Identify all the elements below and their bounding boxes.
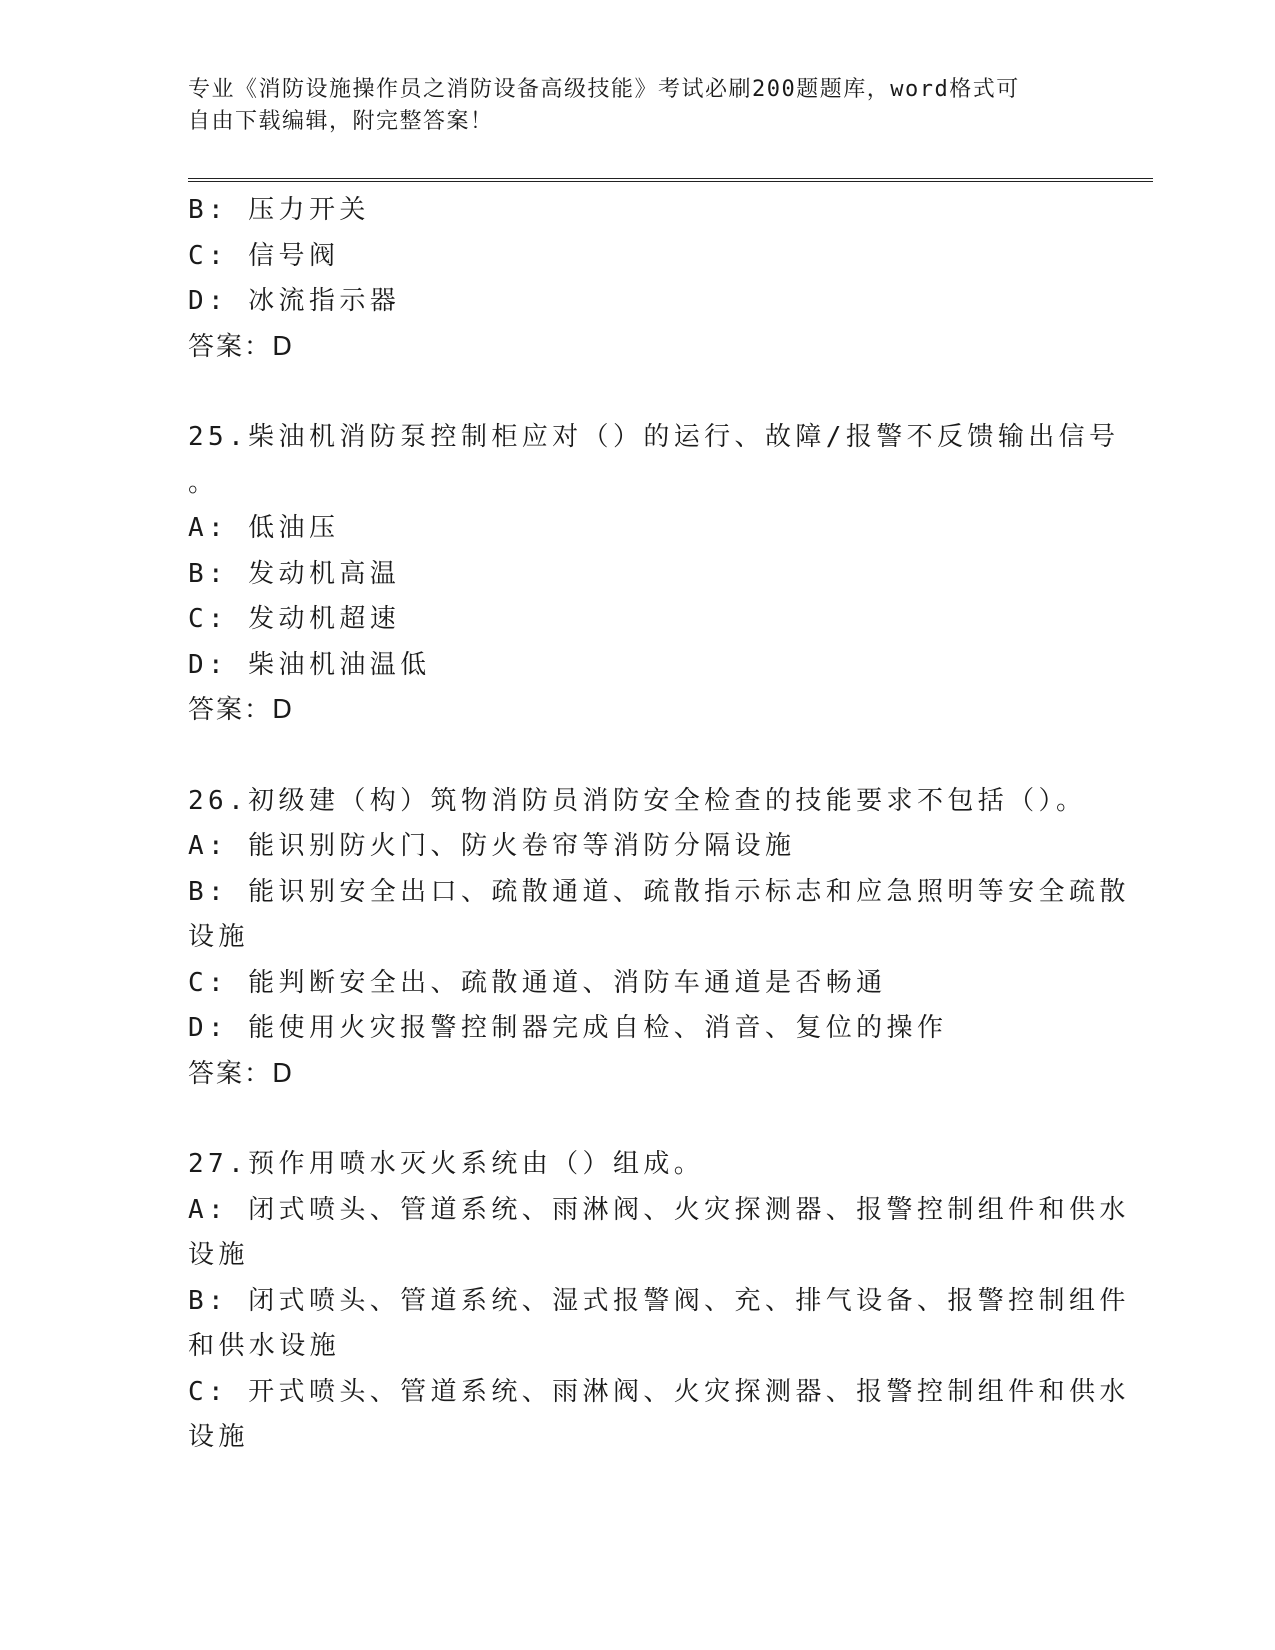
q27-option-b-line-2: 和供水设施 <box>188 1331 341 1361</box>
q26-option-a: A: 能识别防火门、防火卷帘等消防分隔设施 <box>188 831 796 861</box>
header-line-1: 专业《消防设施操作员之消防设备高级技能》考试必刷200题题库，word格式可 <box>188 77 1020 102</box>
header-line-2: 自由下载编辑，附完整答案！ <box>188 109 494 134</box>
spacer <box>188 734 1088 779</box>
q26-option-b-line-2: 设施 <box>188 922 249 952</box>
q27-option-c-line-2: 设施 <box>188 1422 249 1452</box>
prev-option-d: D: 冰流指示器 <box>188 286 401 316</box>
document-header <box>188 74 1068 138</box>
header-divider <box>188 178 1153 182</box>
q25-option-a: A: 低油压 <box>188 513 340 543</box>
spacer <box>188 1097 1088 1142</box>
q25-option-b: B: 发动机高温 <box>188 558 401 589</box>
q25-option-d: D: 柴油机油温低 <box>188 649 431 680</box>
prev-option-b: B: 压力开关 <box>188 195 370 225</box>
q25-answer: 答案：D <box>188 695 295 725</box>
q27-option-c-line-1: C: 开式喷头、管道系统、雨淋阀、火灾探测器、报警控制组件和供水 <box>188 1376 1130 1407</box>
prev-answer: 答案：D <box>188 331 295 362</box>
q26-option-b-line-1: B: 能识别安全出口、疏散通道、疏散指示标志和应急照明等安全疏散 <box>188 876 1130 907</box>
spacer <box>188 370 1088 415</box>
q27-option-b-line-1: B: 闭式喷头、管道系统、湿式报警阀、充、排气设备、报警控制组件 <box>188 1285 1130 1316</box>
q25-stem-line-2: 。 <box>188 467 219 498</box>
question-content <box>188 188 1130 1461</box>
q26-answer: 答案：D <box>188 1058 295 1089</box>
q26-option-d: D: 能使用火灾报警控制器完成自检、消音、复位的操作 <box>188 1013 948 1043</box>
q25-option-c: C: 发动机超速 <box>188 604 401 634</box>
q27-option-a-line-2: 设施 <box>188 1240 249 1270</box>
q27-stem: 27.预作用喷水灭火系统由（）组成。 <box>188 1149 705 1179</box>
prev-option-c: C: 信号阀 <box>188 240 340 271</box>
q26-option-c: C: 能判断安全出、疏散通道、消防车通道是否畅通 <box>188 967 887 998</box>
q25-stem-line-1: 25.柴油机消防泵控制柜应对（）的运行、故障/报警不反馈输出信号 <box>188 422 1120 452</box>
q27-option-a-line-1: A: 闭式喷头、管道系统、雨淋阀、火灾探测器、报警控制组件和供水 <box>188 1194 1130 1225</box>
q26-stem: 26.初级建（构）筑物消防员消防安全检查的技能要求不包括（）。 <box>188 785 1087 816</box>
